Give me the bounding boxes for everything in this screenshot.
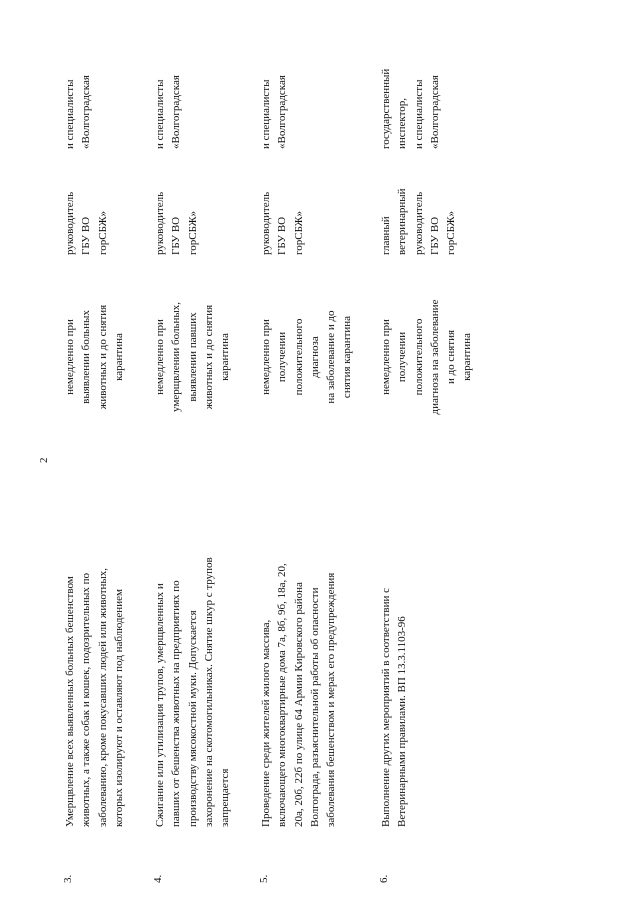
measure-responsible: главный ветеринарный руководитель ГБУ ВО горСБЖ» (380, 188, 458, 255)
measure-text: Умерщвление всех выявленных больных бешенством животных, а также собак и кошек, подозрительных по заболеванию, кроме покусавших людей или животных, которых изолируют и оставляют под наблюдением (64, 567, 125, 827)
measure-responsible: руководитель ГБУ ВО горСБЖ» (260, 191, 305, 255)
measure-text: Выполнение других мероприятий в соответствии с Ветеринарными правилами. ВП 13.3.1103-96 (380, 588, 409, 827)
row-number: 3. (62, 874, 74, 883)
row-number: 6. (378, 874, 390, 883)
measure-term: немедленно при умерщвлении больных, выявлении павших животных и до снятия карантина (154, 302, 232, 412)
measure-executors: и специалисты «Волгоградская (64, 75, 93, 149)
measure-term: немедленно при выявлении больных животных и до снятия карантина (64, 304, 125, 410)
measure-responsible: руководитель ГБУ ВО горСБЖ» (154, 191, 199, 255)
measure-text: Сжигание или утилизация трупов, умерщвленных и павших от бешенства животных на предприятиях по производству мясокостной муки. Допускается захоронение на скотомогильниках. Снятие шкур с трупов запрещается (154, 557, 232, 827)
measure-executors: и специалисты «Волгоградская (260, 75, 289, 149)
measure-executors: и специалисты «Волгоградская (154, 75, 183, 149)
row-number: 4. (152, 874, 164, 883)
row-number: 5. (258, 874, 270, 883)
measure-executors: государственный инспектор, и специалисты «Волгоградская (380, 68, 441, 149)
measure-text: Проведение среди жителей жилого массива, включающего многоквартирные дома 7а, 8б, 9б, 18а, 20, 20а, 20б, 22б по улице 64 Армии Кировского района Волгограда, разъяснительной работы об опасности заболевания бешенством и мерах его предупреждения (260, 563, 338, 827)
page-number: 2 (38, 457, 50, 463)
measure-term: немедленно при получении положительного диагноза на заболевание и до снятия карантина (260, 310, 354, 404)
measure-responsible: руководитель ГБУ ВО горСБЖ» (64, 191, 109, 255)
measure-term: немедленно при получении положительного диагноза на заболевание и до снятия карантина (380, 299, 474, 415)
